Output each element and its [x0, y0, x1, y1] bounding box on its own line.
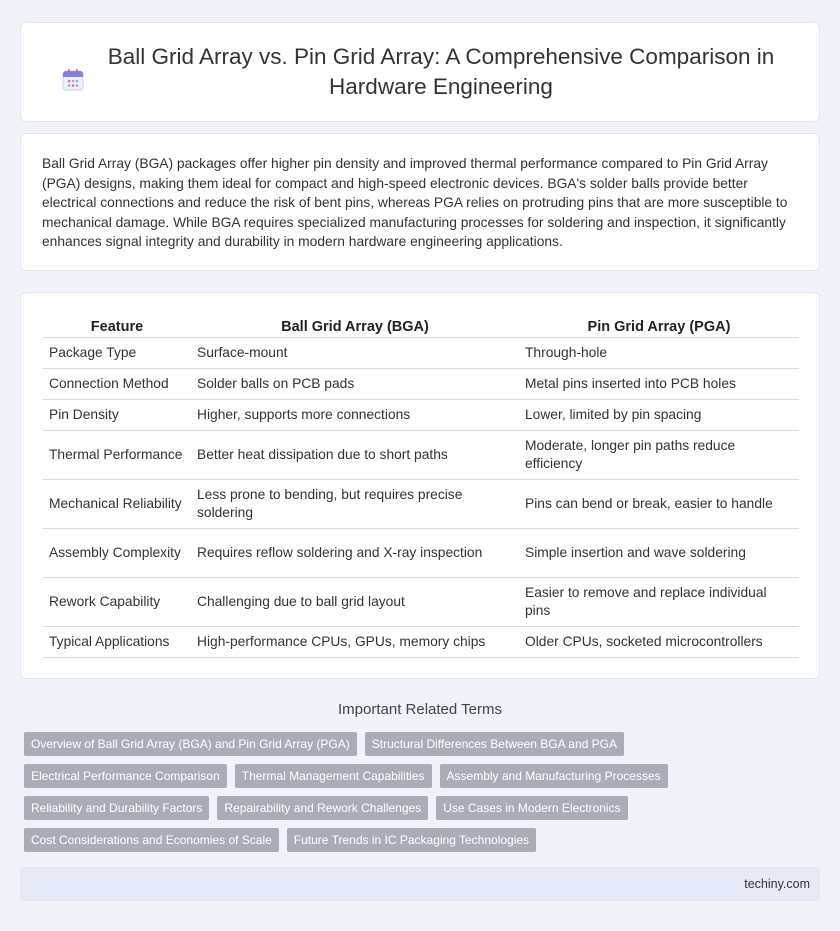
table-header-feature: Feature: [43, 313, 191, 338]
related-term-tag[interactable]: Electrical Performance Comparison: [24, 764, 227, 788]
table-row: [43, 627, 799, 658]
table-cell-bga: Solder balls on PCB pads: [191, 369, 519, 400]
table-cell-feature: Connection Method: [43, 369, 191, 400]
footer: [20, 867, 820, 901]
related-terms-title: Important Related Terms: [338, 701, 502, 718]
table-row: [43, 338, 799, 369]
related-term-tag[interactable]: Overview of Ball Grid Array (BGA) and Pin Grid Array (PGA): [24, 732, 357, 756]
table-cell-feature: Typical Applications: [43, 627, 191, 658]
related-term-tag[interactable]: Repairability and Rework Challenges: [217, 796, 428, 820]
related-terms-list: [24, 732, 824, 860]
table-cell-pga: Older CPUs, socketed microcontrollers: [519, 627, 799, 658]
table-cell-pga: Pins can bend or break, easier to handle: [519, 480, 799, 529]
related-term-tag[interactable]: Assembly and Manufacturing Processes: [440, 764, 668, 788]
table-cell-bga: Surface-mount: [191, 338, 519, 369]
calendar-icon: [60, 67, 86, 93]
related-term-tag[interactable]: Future Trends in IC Packaging Technologies: [287, 828, 536, 852]
table-cell-bga: Challenging due to ball grid layout: [191, 578, 519, 627]
related-term-tag[interactable]: Reliability and Durability Factors: [24, 796, 209, 820]
header-card: [20, 22, 820, 122]
table-cell-feature: Assembly Complexity: [43, 529, 191, 578]
page-title: Ball Grid Array vs. Pin Grid Array: A Comprehensive Comparison in Hardware Engineering: [107, 44, 775, 99]
table-cell-bga: Less prone to bending, but requires precise soldering: [191, 480, 519, 529]
table-cell-bga: Better heat dissipation due to short paths: [191, 431, 519, 480]
table-cell-feature: Rework Capability: [43, 578, 191, 627]
intro-card: [20, 133, 820, 271]
footer-site-link[interactable]: techiny.com: [744, 877, 810, 891]
related-term-tag[interactable]: Structural Differences Between BGA and PGA: [365, 732, 624, 756]
table-cell-pga: Metal pins inserted into PCB holes: [519, 369, 799, 400]
table-cell-pga: Simple insertion and wave soldering: [519, 529, 799, 578]
intro-paragraph: Ball Grid Array (BGA) packages offer higher pin density and improved thermal performance compared to Pin Grid Array (PGA) designs, making them ideal for compact and high-speed electronic devices. BGA's solder balls provide better electrical connections and reduce the risk of bent pins, whereas PGA relies on protruding pins that are more susceptible to mechanical damage. While BGA requires specialized manufacturing processes for soldering and inspection, it significantly enhances signal integrity and durability in modern hardware engineering applications.: [42, 156, 788, 250]
related-term-tag[interactable]: Cost Considerations and Economies of Scale: [24, 828, 279, 852]
table-row: [43, 529, 799, 578]
table-cell-pga: Lower, limited by pin spacing: [519, 400, 799, 431]
table-cell-feature: Thermal Performance: [43, 431, 191, 480]
table-header-bga: Ball Grid Array (BGA): [191, 313, 519, 338]
table-cell-pga: Moderate, longer pin paths reduce efficiency: [519, 431, 799, 480]
table-cell-pga: Through-hole: [519, 338, 799, 369]
related-term-tag[interactable]: Thermal Management Capabilities: [235, 764, 432, 788]
table-row: [43, 400, 799, 431]
table-row: [43, 431, 799, 480]
table-cell-feature: Mechanical Reliability: [43, 480, 191, 529]
table-cell-bga: Requires reflow soldering and X-ray inspection: [191, 529, 519, 578]
table-row: [43, 578, 799, 627]
table-row: [43, 369, 799, 400]
table-cell-feature: Package Type: [43, 338, 191, 369]
table-row: [43, 480, 799, 529]
comparison-table: [43, 313, 799, 658]
table-cell-bga: High-performance CPUs, GPUs, memory chips: [191, 627, 519, 658]
table-header-row: [43, 313, 799, 338]
comparison-table-card: [20, 292, 820, 679]
related-term-tag[interactable]: Use Cases in Modern Electronics: [436, 796, 627, 820]
table-cell-bga: Higher, supports more connections: [191, 400, 519, 431]
table-cell-pga: Easier to remove and replace individual pins: [519, 578, 799, 627]
table-cell-feature: Pin Density: [43, 400, 191, 431]
table-header-pga: Pin Grid Array (PGA): [519, 313, 799, 338]
